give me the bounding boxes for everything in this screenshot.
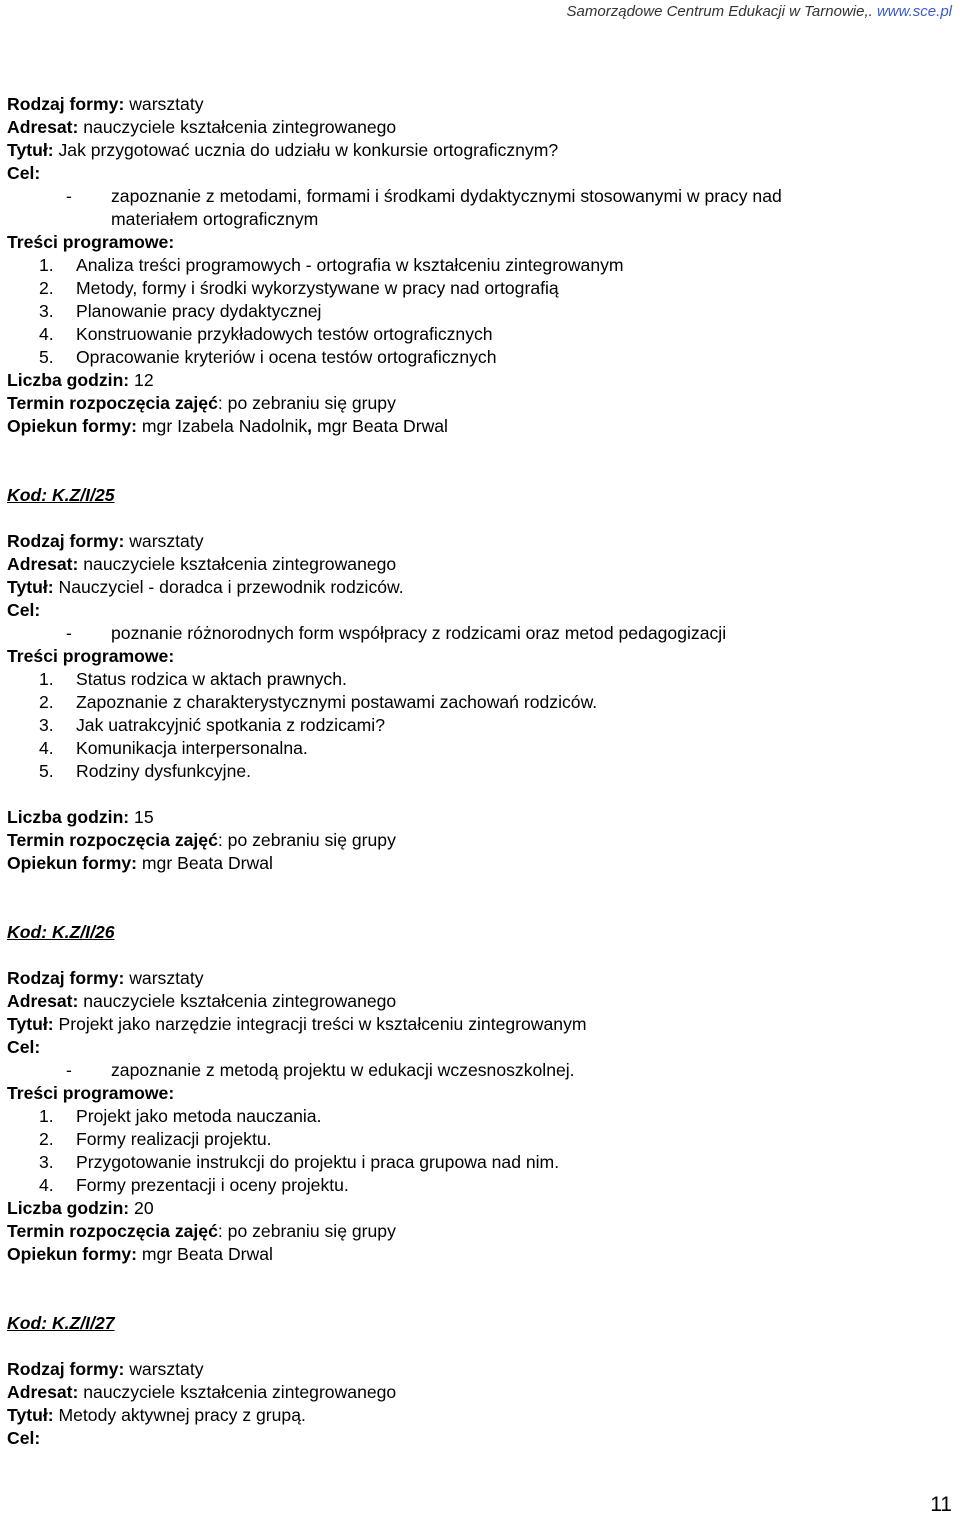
header-url-link[interactable]: www.sce.pl <box>876 3 952 20</box>
list-item <box>7 1105 952 1128</box>
item-text: Zapoznanie z charakterystycznymi postawami zachowań rodziców. <box>76 692 598 712</box>
label-tytul: Tytuł: <box>7 1014 54 1034</box>
item-number: 4. <box>39 1175 54 1195</box>
value-opiekun-b: mgr Beata Drwal <box>312 416 448 436</box>
list-item <box>7 1151 952 1174</box>
value-termin: : po zebraniu się grupy <box>217 393 396 413</box>
rodzaj-formy-row <box>7 93 952 116</box>
document-body <box>7 93 952 1450</box>
list-item <box>7 714 952 737</box>
item-number: 4. <box>39 324 54 344</box>
item-text: Komunikacja interpersonalna. <box>76 738 308 758</box>
list-item <box>7 691 952 714</box>
value-opiekun-a: mgr Izabela Nadolnik <box>137 416 308 436</box>
label-tytul: Tytuł: <box>7 140 54 160</box>
item-text: Planowanie pracy dydaktycznej <box>76 301 322 321</box>
value-rodzaj: warsztaty <box>124 94 204 114</box>
course-code: Kod: K.Z/I/27 <box>7 1313 115 1333</box>
tytul-row <box>7 139 952 162</box>
course-section-3 <box>7 921 952 1266</box>
label-rodzaj: Rodzaj formy: <box>7 531 125 551</box>
rodzaj-formy-row <box>7 967 952 990</box>
label-adresat: Adresat: <box>7 1382 79 1402</box>
rodzaj-formy-row <box>7 530 952 553</box>
tytul-row <box>7 576 952 599</box>
label-tresci: Treści programowe: <box>7 1083 175 1103</box>
opiekun-row <box>7 1243 952 1266</box>
list-item <box>7 254 952 277</box>
dash-bullet: - <box>66 623 72 643</box>
value-termin: : po zebraniu się grupy <box>217 1221 396 1241</box>
liczba-godzin-row <box>7 369 952 392</box>
label-termin: Termin rozpoczęcia zajęć <box>7 830 218 850</box>
item-number: 4. <box>39 738 54 758</box>
dash-bullet: - <box>66 1060 72 1080</box>
value-tytul: Jak przygotować ucznia do udziału w konkursie ortograficznym? <box>53 140 559 160</box>
cel-text-continued: materiałem ortograficznym <box>111 209 319 229</box>
termin-row <box>7 829 952 852</box>
label-adresat: Adresat: <box>7 991 79 1011</box>
label-termin: Termin rozpoczęcia zajęć <box>7 393 218 413</box>
value-rodzaj: warsztaty <box>124 531 204 551</box>
tresci-list <box>7 1105 952 1197</box>
course-section-2 <box>7 484 952 875</box>
item-text: Przygotowanie instrukcji do projektu i praca grupowa nad nim. <box>76 1152 560 1172</box>
value-adresat: nauczyciele kształcenia zintegrowanego <box>78 1382 397 1402</box>
course-section-4 <box>7 1312 952 1450</box>
item-number: 1. <box>39 255 54 275</box>
item-text: Opracowanie kryteriów i ocena testów ortograficznych <box>76 347 497 367</box>
list-item <box>7 668 952 691</box>
label-opiekun: Opiekun formy: <box>7 1244 138 1264</box>
item-text: Rodziny dysfunkcyjne. <box>76 761 252 781</box>
course-code: Kod: K.Z/I/26 <box>7 922 115 942</box>
cel-text: zapoznanie z metodami, formami i środkami dydaktycznymi stosowanymi w pracy nad <box>111 186 782 206</box>
course-section-1 <box>7 93 952 438</box>
adresat-row <box>7 1381 952 1404</box>
label-liczba: Liczba godzin: <box>7 370 130 390</box>
item-number: 5. <box>39 761 54 781</box>
item-text: Jak uatrakcyjnić spotkania z rodzicami? <box>76 715 385 735</box>
item-text: Projekt jako metoda nauczania. <box>76 1106 322 1126</box>
value-opiekun: mgr Beata Drwal <box>137 853 273 873</box>
item-number: 2. <box>39 1129 54 1149</box>
value-tytul: Projekt jako narzędzie integracji treści w kształceniu zintegrowanym <box>53 1014 587 1034</box>
label-tresci: Treści programowe: <box>7 232 175 252</box>
termin-row <box>7 392 952 415</box>
item-number: 1. <box>39 669 54 689</box>
value-adresat: nauczyciele kształcenia zintegrowanego <box>78 991 397 1011</box>
header-org: Samorządowe Centrum Edukacji w Tarnowie,. <box>566 3 877 20</box>
label-tytul: Tytuł: <box>7 577 54 597</box>
label-rodzaj: Rodzaj formy: <box>7 94 125 114</box>
item-text: Konstruowanie przykładowych testów ortograficznych <box>76 324 493 344</box>
value-liczba: 15 <box>129 807 154 827</box>
value-liczba: 12 <box>129 370 154 390</box>
opiekun-row <box>7 852 952 875</box>
label-rodzaj: Rodzaj formy: <box>7 968 125 988</box>
item-text: Status rodzica w aktach prawnych. <box>76 669 347 689</box>
label-adresat: Adresat: <box>7 117 79 137</box>
opiekun-separator: , <box>307 416 313 436</box>
value-rodzaj: warsztaty <box>124 968 204 988</box>
dash-bullet: - <box>66 186 72 206</box>
cel-item <box>7 622 952 645</box>
termin-row <box>7 1220 952 1243</box>
list-item <box>7 300 952 323</box>
list-item <box>7 760 952 783</box>
label-rodzaj: Rodzaj formy: <box>7 1359 125 1379</box>
adresat-row <box>7 553 952 576</box>
cel-item <box>7 1059 952 1082</box>
label-adresat: Adresat: <box>7 554 79 574</box>
list-item <box>7 737 952 760</box>
item-text: Analiza treści programowych - ortografia w kształceniu zintegrowanym <box>76 255 624 275</box>
list-item <box>7 1128 952 1151</box>
tytul-row <box>7 1404 952 1427</box>
list-item <box>7 346 952 369</box>
tresci-list <box>7 254 952 369</box>
item-number: 5. <box>39 347 54 367</box>
tresci-list <box>7 668 952 783</box>
page-number: 11 <box>930 1493 952 1516</box>
list-item <box>7 323 952 346</box>
label-liczba: Liczba godzin: <box>7 1198 130 1218</box>
adresat-row <box>7 116 952 139</box>
liczba-godzin-row <box>7 1197 952 1220</box>
cel-text: poznanie różnorodnych form współpracy z rodzicami oraz metod pedagogizacji <box>111 623 727 643</box>
tytul-row <box>7 1013 952 1036</box>
item-number: 2. <box>39 278 54 298</box>
label-tresci: Treści programowe: <box>7 646 175 666</box>
liczba-godzin-row <box>7 806 952 829</box>
label-cel: Cel: <box>7 1037 41 1057</box>
value-adresat: nauczyciele kształcenia zintegrowanego <box>78 117 397 137</box>
label-liczba: Liczba godzin: <box>7 807 130 827</box>
value-adresat: nauczyciele kształcenia zintegrowanego <box>78 554 397 574</box>
value-tytul: Nauczyciel - doradca i przewodnik rodziców. <box>53 577 404 597</box>
value-rodzaj: warsztaty <box>124 1359 204 1379</box>
label-termin: Termin rozpoczęcia zajęć <box>7 1221 218 1241</box>
value-liczba: 20 <box>129 1198 154 1218</box>
value-opiekun: mgr Beata Drwal <box>137 1244 273 1264</box>
item-text: Formy prezentacji i oceny projektu. <box>76 1175 349 1195</box>
label-cel: Cel: <box>7 1428 41 1448</box>
value-termin: : po zebraniu się grupy <box>217 830 396 850</box>
label-cel: Cel: <box>7 163 41 183</box>
label-opiekun: Opiekun formy: <box>7 853 138 873</box>
rodzaj-formy-row <box>7 1358 952 1381</box>
label-opiekun: Opiekun formy: <box>7 416 138 436</box>
cel-item <box>7 185 952 208</box>
item-number: 3. <box>39 715 54 735</box>
list-item <box>7 277 952 300</box>
cel-text: zapoznanie z metodą projektu w edukacji wczesnoszkolnej. <box>111 1060 575 1080</box>
page-header <box>567 3 952 20</box>
item-text: Metody, formy i środki wykorzystywane w pracy nad ortografią <box>76 278 559 298</box>
label-tytul: Tytuł: <box>7 1405 54 1425</box>
opiekun-row <box>7 415 952 438</box>
value-tytul: Metody aktywnej pracy z grupą. <box>53 1405 306 1425</box>
item-number: 3. <box>39 301 54 321</box>
item-number: 2. <box>39 692 54 712</box>
item-number: 3. <box>39 1152 54 1172</box>
label-cel: Cel: <box>7 600 41 620</box>
item-number: 1. <box>39 1106 54 1126</box>
adresat-row <box>7 990 952 1013</box>
course-code: Kod: K.Z/I/25 <box>7 485 115 505</box>
list-item <box>7 1174 952 1197</box>
item-text: Formy realizacji projektu. <box>76 1129 272 1149</box>
